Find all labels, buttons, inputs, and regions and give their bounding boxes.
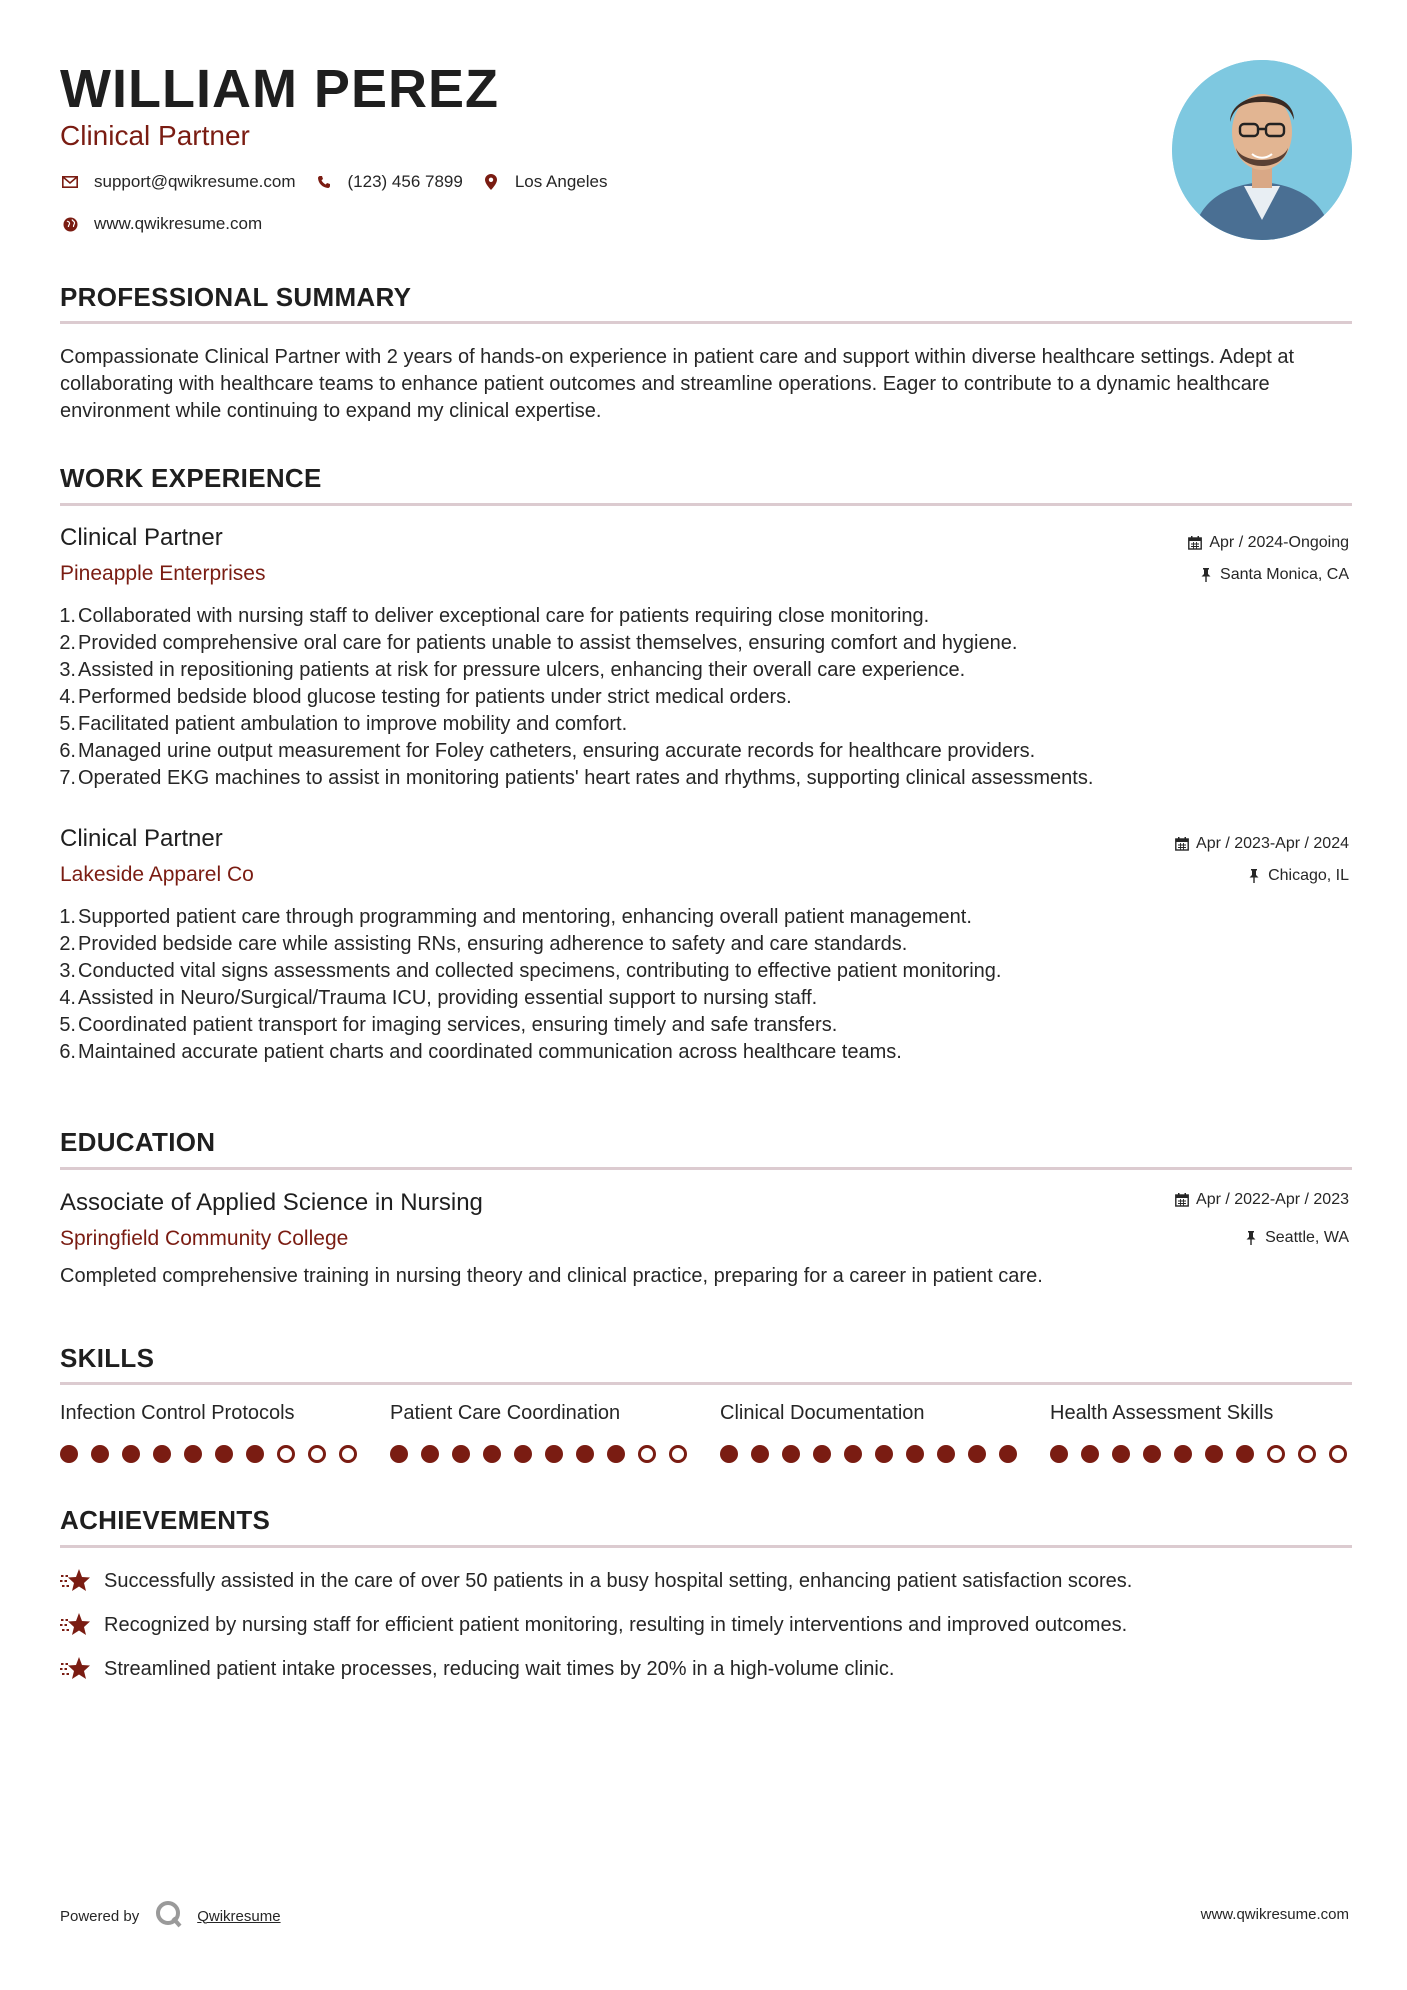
education-location-text: Seattle, WA (1265, 1229, 1349, 1246)
contact-row (60, 172, 607, 192)
responsibility-item (59, 765, 1358, 792)
rating-dot-filled (421, 1445, 439, 1463)
rating-dot-filled (215, 1445, 233, 1463)
responsibility-item (59, 711, 1358, 738)
responsibility-text: Facilitated patient ambulation to improve mobility and comfort. (78, 713, 628, 735)
responsibility-text: Supported patient care through programming and mentoring, enhancing overall patient management. (78, 906, 972, 928)
rating-dot-filled (844, 1445, 862, 1463)
rating-dot-filled (720, 1445, 738, 1463)
section-divider (60, 1382, 1352, 1385)
responsibility-text: Provided comprehensive oral care for patients unable to assist themselves, ensuring comfort and hygiene. (78, 632, 1018, 654)
job-company: Pineapple Enterprises (60, 562, 266, 585)
skill-rating (1050, 1445, 1360, 1463)
responsibility-item (59, 657, 1358, 684)
rating-dot-filled (60, 1445, 78, 1463)
rating-dot-filled (1143, 1445, 1161, 1463)
envelope-icon (60, 172, 80, 192)
globe-icon (60, 214, 80, 234)
responsibility-number: 6. (59, 740, 76, 762)
job-dates (1187, 534, 1349, 552)
achievements-heading: ACHIEVEMENTS (60, 1505, 271, 1535)
rating-dot-empty (277, 1445, 295, 1463)
skill-item (1050, 1402, 1360, 1463)
section-divider (60, 1545, 1352, 1548)
rating-dot-filled (937, 1445, 955, 1463)
rating-dot-filled (452, 1445, 470, 1463)
job-responsibilities (59, 904, 1358, 1066)
section-divider (60, 503, 1352, 506)
skill-name: Infection Control Protocols (60, 1402, 295, 1424)
rating-dot-filled (576, 1445, 594, 1463)
rating-dot-filled (1081, 1445, 1099, 1463)
responsibility-text: Operated EKG machines to assist in monitoring patients' heart rates and rhythms, supporting clinical assessments. (78, 767, 1094, 789)
responsibility-item (59, 603, 1358, 630)
rating-dot-filled (153, 1445, 171, 1463)
responsibility-text: Performed bedside blood glucose testing for patients under strict medical orders. (78, 686, 792, 708)
summary-heading: PROFESSIONAL SUMMARY (60, 282, 412, 312)
responsibility-item (59, 985, 1358, 1012)
responsibility-item (59, 684, 1358, 711)
achievement-text: Successfully assisted in the care of over 50 patients in a busy hospital setting, enhancing patient satisfaction scores. (104, 1569, 1133, 1592)
skill-name: Patient Care Coordination (390, 1402, 621, 1424)
responsibility-text: Managed urine output measurement for Foley catheters, ensuring accurate records for healthcare providers. (78, 740, 1036, 762)
summary-text: Compassionate Clinical Partner with 2 years of hands-on experience in patient care and support within diverse healthcare settings. Adept at collaborating with healthcare teams to enhance patient outcomes and streamline operations. Eager to contribute to a dynamic healthcare environment while continuing to expand my clinical expertise. (60, 346, 1295, 422)
achievement-text: Recognized by nursing staff for efficient patient monitoring, resulting in timely interventions and improved outcomes. (104, 1613, 1128, 1636)
rating-dot-filled (1205, 1445, 1223, 1463)
responsibility-number: 7. (59, 767, 76, 789)
responsibility-number: 3. (59, 659, 76, 681)
rating-dot-filled (607, 1445, 625, 1463)
award-star-icon (60, 1655, 92, 1683)
rating-dot-filled (122, 1445, 140, 1463)
responsibility-number: 3. (59, 960, 76, 982)
achievement-item (60, 1567, 1132, 1595)
rating-dot-filled (1050, 1445, 1068, 1463)
candidate-name: WILLIAM PEREZ (60, 59, 499, 119)
responsibility-item (59, 630, 1358, 657)
rating-dot-empty (1298, 1445, 1316, 1463)
rating-dot-empty (339, 1445, 357, 1463)
education-heading: EDUCATION (60, 1127, 216, 1157)
award-star-icon (60, 1567, 92, 1595)
responsibility-text: Provided bedside care while assisting RNs, ensuring adherence to safety and care standards. (78, 933, 908, 955)
rating-dot-empty (669, 1445, 687, 1463)
degree-title: Associate of Applied Science in Nursing (60, 1189, 483, 1216)
rating-dot-filled (1174, 1445, 1192, 1463)
profile-photo (1172, 60, 1352, 240)
responsibility-number: 6. (59, 1041, 76, 1063)
rating-dot-filled (483, 1445, 501, 1463)
job-location-text: Santa Monica, CA (1220, 566, 1349, 583)
job-company: Lakeside Apparel Co (60, 863, 254, 886)
education-dates-text: Apr / 2022-Apr / 2023 (1196, 1191, 1349, 1208)
rating-dot-filled (390, 1445, 408, 1463)
education-description: Completed comprehensive training in nursing theory and clinical practice, preparing for a career in patient care. (60, 1265, 1043, 1287)
pushpin-icon (1246, 868, 1262, 884)
achievement-item (60, 1655, 894, 1683)
skill-rating (390, 1445, 700, 1463)
education-dates (1174, 1191, 1349, 1209)
rating-dot-filled (91, 1445, 109, 1463)
skill-rating (60, 1445, 370, 1463)
rating-dot-filled (184, 1445, 202, 1463)
responsibility-item (59, 1012, 1358, 1039)
rating-dot-filled (1112, 1445, 1130, 1463)
skill-name: Clinical Documentation (720, 1402, 925, 1424)
pushpin-icon (1243, 1230, 1259, 1246)
rating-dot-empty (638, 1445, 656, 1463)
qwikresume-link[interactable]: Qwikresume (197, 1907, 281, 1925)
responsibility-text: Conducted vital signs assessments and collected specimens, contributing to effective patient monitoring. (78, 960, 1002, 982)
award-star-icon (60, 1611, 92, 1639)
experience-heading: WORK EXPERIENCE (60, 463, 322, 493)
responsibility-text: Collaborated with nursing staff to deliver exceptional care for patients requiring close monitoring. (78, 605, 930, 627)
rating-dot-empty (1329, 1445, 1347, 1463)
rating-dot-filled (813, 1445, 831, 1463)
rating-dot-filled (875, 1445, 893, 1463)
responsibility-number: 4. (59, 987, 76, 1009)
achievement-text: Streamlined patient intake processes, reducing wait times by 20% in a high-volume clinic. (104, 1657, 895, 1680)
skill-item (390, 1402, 700, 1463)
school-name: Springfield Community College (60, 1227, 349, 1250)
rating-dot-empty (308, 1445, 326, 1463)
contact-email[interactable]: support@qwikresume.com (94, 172, 296, 191)
responsibility-item (59, 931, 1358, 958)
job-responsibilities (59, 603, 1358, 792)
rating-dot-filled (906, 1445, 924, 1463)
rating-dot-filled (545, 1445, 563, 1463)
job-location-text: Chicago, IL (1268, 867, 1349, 884)
rating-dot-filled (246, 1445, 264, 1463)
skill-name: Health Assessment Skills (1050, 1402, 1274, 1424)
responsibility-text: Coordinated patient transport for imaging services, ensuring timely and safe transfers. (78, 1014, 838, 1036)
skills-heading: SKILLS (60, 1343, 155, 1373)
section-divider (60, 321, 1352, 324)
responsibility-item (59, 904, 1358, 931)
contact-website[interactable]: www.qwikresume.com (94, 214, 263, 233)
job-title: Clinical Partner (60, 825, 223, 852)
skill-rating (720, 1445, 1030, 1463)
skill-item (60, 1402, 370, 1463)
responsibility-number: 1. (59, 906, 76, 928)
job-dates (1174, 835, 1349, 853)
responsibility-text: Maintained accurate patient charts and coordinated communication across healthcare teams. (78, 1041, 902, 1063)
job-dates-text: Apr / 2024-Ongoing (1209, 534, 1349, 551)
responsibility-item (59, 738, 1358, 765)
calendar-icon (1174, 1192, 1190, 1208)
skill-item (720, 1402, 1030, 1463)
job-location (1246, 867, 1349, 885)
responsibility-text: Assisted in repositioning patients at risk for pressure ulcers, enhancing their overall care experience. (78, 659, 966, 681)
responsibility-number: 2. (59, 933, 76, 955)
rating-dot-filled (751, 1445, 769, 1463)
pushpin-icon (1198, 567, 1214, 583)
contact-location: Los Angeles (514, 172, 608, 191)
job-location (1198, 566, 1349, 584)
contact-phone[interactable]: (123) 456 7899 (347, 172, 463, 191)
rating-dot-filled (514, 1445, 532, 1463)
responsibility-number: 5. (59, 1014, 76, 1036)
rating-dot-filled (999, 1445, 1017, 1463)
map-pin-icon (481, 172, 501, 192)
responsibility-number: 1. (59, 605, 76, 627)
achievement-item (60, 1611, 1127, 1639)
job-title: Clinical Partner (60, 524, 223, 551)
contact-row-website (60, 214, 262, 234)
responsibility-text: Assisted in Neuro/Surgical/Trauma ICU, providing essential support to nursing staff. (78, 987, 818, 1009)
education-location (1243, 1229, 1349, 1247)
section-divider (60, 1167, 1352, 1170)
powered-by-label: Powered by (60, 1907, 140, 1925)
candidate-title: Clinical Partner (60, 120, 250, 151)
calendar-icon (1187, 535, 1203, 551)
calendar-icon (1174, 836, 1190, 852)
rating-dot-empty (1267, 1445, 1285, 1463)
rating-dot-filled (782, 1445, 800, 1463)
footer-website[interactable]: www.qwikresume.com (1200, 1906, 1349, 1923)
rating-dot-filled (1236, 1445, 1254, 1463)
responsibility-number: 4. (59, 686, 76, 708)
qwikresume-logo-icon (155, 1900, 183, 1932)
footer-powered-by (60, 1900, 281, 1932)
responsibility-number: 2. (59, 632, 76, 654)
responsibility-item (59, 958, 1358, 985)
responsibility-item (59, 1039, 1358, 1066)
phone-icon (314, 172, 334, 192)
responsibility-number: 5. (59, 713, 76, 735)
rating-dot-filled (968, 1445, 986, 1463)
job-dates-text: Apr / 2023-Apr / 2024 (1196, 835, 1349, 852)
